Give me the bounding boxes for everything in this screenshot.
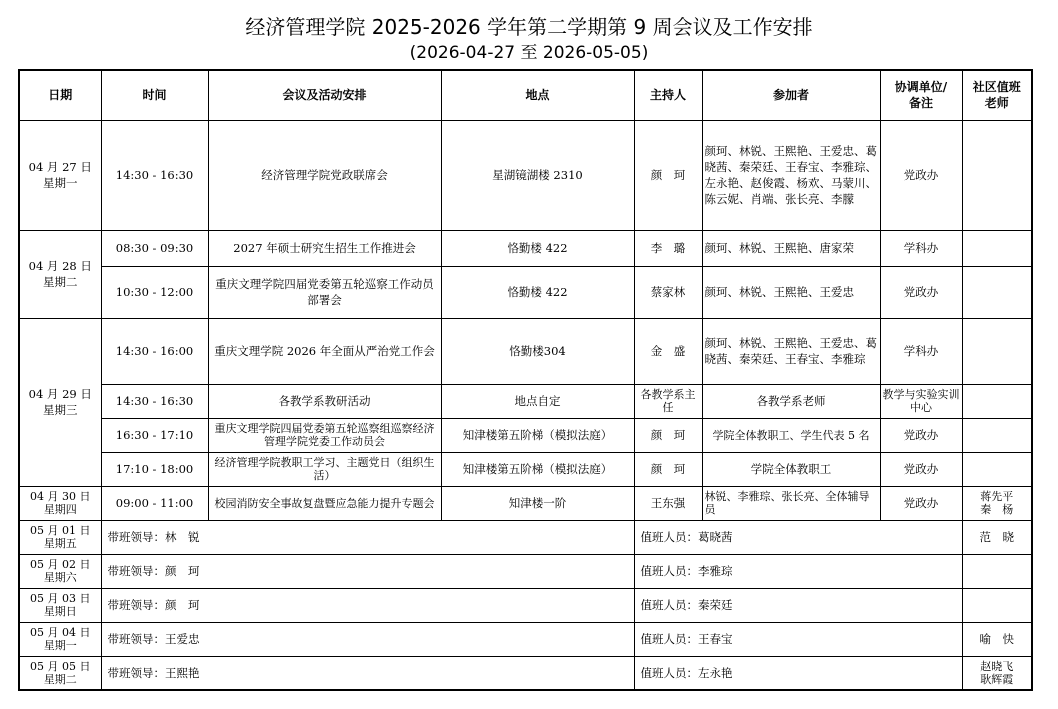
header-participants: 参加者 [702,70,880,120]
coordination-cell: 学科办 [880,230,962,266]
duty-leader-cell: 带班领导：王熙艳 [101,656,634,690]
duty-row [19,520,1032,554]
duty-staff-cell: 值班人员：李雅琮 [634,554,962,588]
header-row [19,70,1032,120]
location-cell: 恪勤楼 422 [441,230,634,266]
duty-leader-cell: 带班领导：颜 珂 [101,588,634,622]
weekday-label: 星期五 [43,537,77,550]
table-row [19,230,1032,266]
community-teacher-name: 赵晓飞 [980,659,1014,673]
meeting-cell: 各教学系教研活动 [208,384,441,418]
host-cell: 颜 珂 [634,418,702,452]
location-cell: 知津楼第五阶梯（模拟法庭） [441,418,634,452]
coordination-cell: 党政办 [880,418,962,452]
participants-cell: 颜珂、林锐、王熙艳、王爱忠、葛晓茜、秦荣廷、王春宝、李雅琮 [702,318,880,384]
participants-cell: 各教学系老师 [702,384,880,418]
duty-leader-cell: 带班领导：王爱忠 [101,622,634,656]
header-community-teacher-line2: 老师 [984,96,1009,111]
date-label: 05 月 03 日 [30,592,91,605]
meeting-cell: 重庆文理学院 2026 年全面从严治党工作会 [208,318,441,384]
host-cell: 颜 珂 [634,452,702,486]
participants-cell: 学院全体教职工 [702,452,880,486]
duty-leader-cell: 带班领导：林 锐 [101,520,634,554]
weekday-label: 星期六 [43,571,77,584]
time-cell: 09:00 - 11:00 [101,486,208,520]
time-cell: 14:30 - 16:30 [101,384,208,418]
table-row [19,384,1032,418]
header-coordination-line2: 备注 [908,96,933,111]
header-community-teacher-line1: 社区值班 [972,80,1021,95]
date-label: 04 月 28 日 [28,259,92,273]
time-cell: 17:10 - 18:00 [101,452,208,486]
duty-staff-cell: 值班人员：左永艳 [634,656,962,690]
date-cell [19,120,101,230]
weekday-label: 星期一 [43,176,78,190]
community-teacher-name: 秦 杨 [980,503,1014,516]
location-cell: 地点自定 [441,384,634,418]
schedule-table [18,69,1033,691]
table-row [19,418,1032,452]
coordination-cell: 学科办 [880,318,962,384]
meeting-cell: 经济管理学院教职工学习、主题党日（组织生活） [208,452,441,486]
duty-row [19,622,1032,656]
community-teacher-cell [962,318,1032,384]
community-teacher-cell [962,554,1032,588]
duty-row [19,554,1032,588]
coordination-cell: 党政办 [880,266,962,318]
meeting-cell: 校园消防安全事故复盘暨应急能力提升专题会 [208,486,441,520]
table-row [19,486,1032,520]
date-cell [19,554,101,588]
community-teacher-name: 蒋先平 [980,490,1014,503]
date-cell [19,230,101,318]
host-cell: 各教学系主任 [634,384,702,418]
time-cell: 16:30 - 17:10 [101,418,208,452]
header-host: 主持人 [634,70,702,120]
time-cell: 10:30 - 12:00 [101,266,208,318]
participants-cell: 颜珂、林锐、王熙艳、王爱忠 [702,266,880,318]
table-row [19,318,1032,384]
date-cell [19,588,101,622]
header-coordination-line1: 协调单位/ [894,80,948,95]
header-time: 时间 [101,70,208,120]
community-teacher-cell [962,266,1032,318]
time-cell: 14:30 - 16:30 [101,120,208,230]
coordination-cell: 教学与实验实训中心 [880,384,962,418]
weekday-label: 星期日 [43,605,77,618]
community-teacher-cell [962,486,1032,520]
page-title: 经济管理学院 2025-2026 学年第二学期第 9 周会议及工作安排 [245,15,813,39]
community-teacher-cell [962,418,1032,452]
host-cell: 颜 珂 [634,120,702,230]
date-cell [19,656,101,690]
community-teacher-cell [962,452,1032,486]
community-teacher-name: 耿辉霞 [980,672,1014,686]
host-cell: 蔡家林 [634,266,702,318]
participants-cell: 颜珂、林锐、王熙艳、唐家荣 [702,230,880,266]
participants-cell: 颜珂、林锐、王熙艳、王爱忠、葛晓茜、秦荣廷、王春宝、李雅琮、左永艳、赵俊霞、杨欢、马蒙川、陈云妮、肖端、张长亮、李朦 [702,120,880,230]
table-row [19,452,1032,486]
location-cell: 知津楼第五阶梯（模拟法庭） [441,452,634,486]
host-cell: 王东强 [634,486,702,520]
header-meeting: 会议及活动安排 [208,70,441,120]
community-teacher-cell: 喻 快 [962,622,1032,656]
community-teacher-cell [962,384,1032,418]
duty-row [19,656,1032,690]
weekday-label: 星期四 [43,503,77,516]
date-cell [19,520,101,554]
date-label: 05 月 04 日 [30,626,91,639]
time-cell: 14:30 - 16:00 [101,318,208,384]
date-label: 04 月 30 日 [30,490,91,503]
coordination-cell: 党政办 [880,452,962,486]
host-cell: 金 盛 [634,318,702,384]
community-teacher-cell [962,588,1032,622]
location-cell: 知津楼一阶 [441,486,634,520]
date-label: 04 月 27 日 [28,160,92,174]
duty-row [19,588,1032,622]
table-row [19,120,1032,230]
date-cell [19,622,101,656]
host-cell: 李 璐 [634,230,702,266]
date-cell [19,486,101,520]
meeting-cell: 重庆文理学院四届党委第五轮巡察工作动员部署会 [208,266,441,318]
duty-staff-cell: 值班人员：秦荣廷 [634,588,962,622]
weekday-label: 星期二 [43,275,78,289]
community-teacher-cell [962,656,1032,690]
duty-staff-cell: 值班人员：葛晓茜 [634,520,962,554]
duty-staff-cell: 值班人员：王春宝 [634,622,962,656]
location-cell: 恪勤楼304 [441,318,634,384]
participants-cell: 林锐、李雅琮、张长亮、全体辅导员 [702,486,880,520]
meeting-cell: 经济管理学院党政联席会 [208,120,441,230]
weekday-label: 星期三 [43,403,78,417]
weekday-label: 星期一 [43,639,77,652]
header-coordination [880,70,962,120]
meeting-cell: 2027 年硕士研究生招生工作推进会 [208,230,441,266]
time-cell: 08:30 - 09:30 [101,230,208,266]
date-label: 04 月 29 日 [28,387,92,401]
header-location: 地点 [441,70,634,120]
community-teacher-cell [962,230,1032,266]
table-row [19,266,1032,318]
date-range: (2026-04-27 至 2026-05-05) [409,43,649,63]
participants-cell: 学院全体教职工、学生代表 5 名 [702,418,880,452]
header-date: 日期 [19,70,101,120]
coordination-cell: 党政办 [880,120,962,230]
date-label: 05 月 01 日 [30,524,91,537]
header-community-teacher [962,70,1032,120]
location-cell: 恪勤楼 422 [441,266,634,318]
community-teacher-cell: 范 晓 [962,520,1032,554]
coordination-cell: 党政办 [880,486,962,520]
location-cell: 星湖镜湖楼 2310 [441,120,634,230]
community-teacher-cell [962,120,1032,230]
date-cell [19,318,101,486]
weekday-label: 星期二 [43,672,77,686]
date-label: 05 月 02 日 [30,558,91,571]
duty-leader-cell: 带班领导：颜 珂 [101,554,634,588]
date-label: 05 月 05 日 [30,659,91,673]
meeting-cell: 重庆文理学院四届党委第五轮巡察组巡察经济管理学院党委工作动员会 [208,418,441,452]
